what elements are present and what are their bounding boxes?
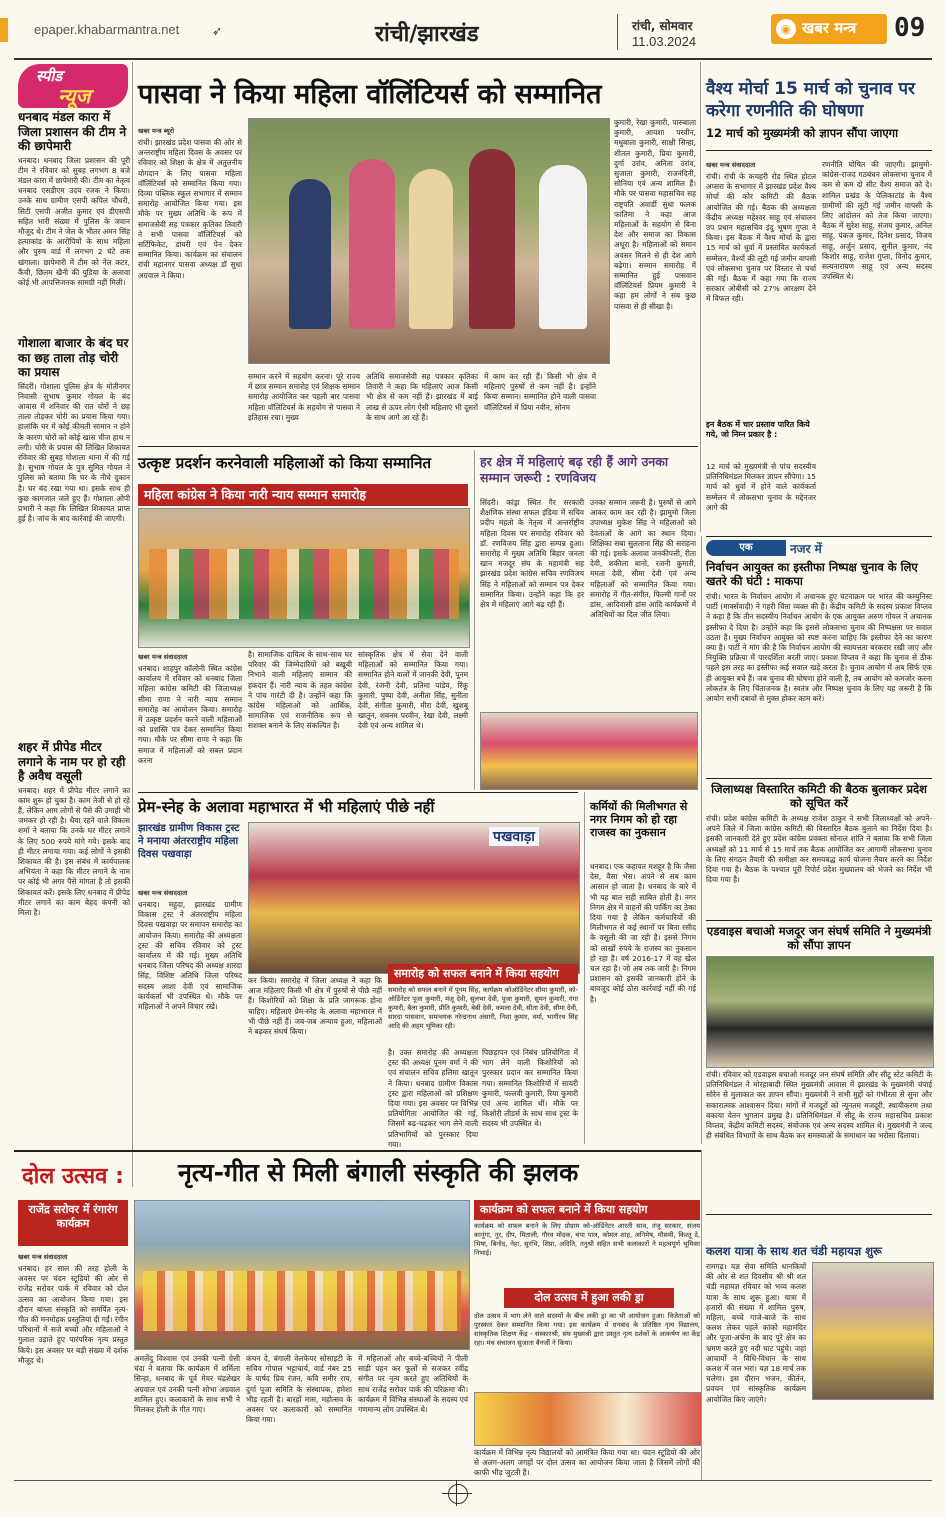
nazar-label: नजर में xyxy=(790,542,822,556)
speed-news-body: सिंदरी। गोशाला पुलिस क्षेत्र के मोतीनगर निवासी सुभाष कुमार गोयल के बंद आवास में शनिवार की रात चोरों ने छह ताला तोड़कर चोरी का प्रयास किया गया। हालांकि घर में कोई कीमती सामान न होने के कारण चोरों को कोई खास चीज हाथ न लगी। चोरी के प्रयास की लिखित शिकायत रविवार की सुबह गोशाला थाना में की गई है। सुभाष गोयल के पुत्र सुमित गोयल ने पुलिस को बताया कि घर के नीचे दुकान है। घर बंद रखा गया था। इसके साथ ही कुछ कागजात जले हुए हैं। गोशाला ओपी प्रभारी ने कहा कि लिखित शिकायत प्राप्त हुई है। जांच के बाद कार्रवाई की जाएगी। xyxy=(18,381,130,524)
women-side-photo xyxy=(480,712,698,790)
mahabharat-col-1: धनबाद। महुदा, झारखंड ग्रामीण विकास ट्रस्ट ने अंतरराष्ट्रीय महिला दिवस पखवाड़ा पर समापन समारोह का आयोजन किया। समारोह की अध्यक्षता ट्रस्ट की सचिव रविवार को ट्रस्ट कार्यालय में की गई। मुख्य अतिथि धनबाद जिला परिषद की अध्यक्ष शारदा सिंह, विशिष्ट अतिथि जिला परिषद सदस्य आशा देवी एवं सामाजिक कार्यकर्ता भी उपस्थित थे। मौके पर महिलाओं ने अपने विचार रखे। xyxy=(138,900,242,1012)
nigam-divider xyxy=(701,536,702,1144)
badge-bottom-text: न्यूज xyxy=(58,84,91,108)
speed-news-title: शहर में प्रीपेड मीटर लगाने के नाम पर हो रही है अवैध वसूली xyxy=(18,740,126,783)
page-number: 09 xyxy=(894,13,926,43)
dol-caption-1: कार्यक्रम को सफल बनाने में किया सहयोग xyxy=(474,1200,700,1220)
ek-badge: एक xyxy=(706,540,786,556)
header-date: 11.03.2024 xyxy=(632,34,697,49)
register-mark-icon xyxy=(442,1493,472,1494)
vaishya-headline: वैश्य मोर्चा 15 मार्च को चुनाव पर करेगा रणनीति की घोषणा xyxy=(706,79,915,121)
dol-box-title: राजेंद्र सरोवर में रंगारंग कार्यक्रम xyxy=(18,1200,128,1246)
header-city-day: रांची, सोमवार xyxy=(632,19,693,33)
speed-news-body: धनबाद। शहर में प्रीपेड मीटर लगाने का काम शुरू हो चुका है। काम तेजी से हो रहे हैं, लेकिन आम लोगों से पैसे की उगाही भी जमकर हो रही है। धैया रहने वाले विकास शर्मा ने बताया कि उनके घर मीटर लगाने के लिए 500 रुपये मांगे गये। इसके बाद ही मीटर लगाया गया। कई लोगों ने इसकी शिकायत की है। इस संबंध में कार्यपालक अभियंता ने कहा कि मीटर लगाने के नाम पर कोई भी अगर पैसे मांगता है तो इसकी शिकायत करें। इसके लिए धनबाद में प्रीपेड मीटर लगाने का काम बेहद कंपनी को मिला है। xyxy=(18,785,130,917)
mahabharat-caption-bar: समारोह को सफल बनाने में किया सहयोग xyxy=(388,964,578,984)
mahabharat-photo xyxy=(248,822,580,974)
masthead-rule xyxy=(14,58,932,60)
district-body: रांची। प्रदेश कांग्रेस कमिटी के अध्यक्ष राजेश ठाकुर ने सभी जिलाध्यक्षों को अपने-अपने जिले में जिला कांग्रेस कमिटी की विस्तारित बैठक बुलाने का निर्देश दिया है। इसकी जानकारी देते हुए प्रदेश कांग्रेस प्रवक्ता सोनाल शांति ने बताया कि सभी जिला अध्यक्षों को 11 मार्च से 15 मार्च तक बैठक आयोजित कर आगामी लोकसभा चुनाव के लिए संगठन तैयारी की समीक्षा कर समयबद्ध कार्य योजना तैयार करने का निर्देश दिया गया है। बैठक के पश्चात पूरी रिपोर्ट प्रदेश मुख्यालय को भेजने का निर्देश भी दिया गया है। xyxy=(706,814,932,885)
header-divider xyxy=(617,14,618,50)
mazdoor-headline: एडवाइस बचाओ मजदूर जन संघर्ष समिति ने मुख्यमंत्री को सौंपा ज्ञापन xyxy=(706,924,932,952)
dol-label: दोल उत्सव : xyxy=(22,1164,124,1189)
lead-photo xyxy=(248,118,610,364)
dol-photo-1 xyxy=(134,1200,470,1350)
dol-col-3: कंचन दे, बंगाली वेलफेयर सोसाइटी के सचिव गोपाल भट्टाचार्य, वार्ड नंबर 25 के पार्षद प्रिय रंजन, कवि समीर राय, दुर्गा पूजा समिति के संस्थापक, हमेशा भीड़ रहती है। बारहों मास, महोत्सव के अवसर पर कलाकारों को सम्मानित किया गया। xyxy=(246,1354,352,1425)
speed-news-item-3 xyxy=(18,740,130,1156)
lead-col-3: अतिथि समाजसेवी सह पत्रकार कृतिका तिवारी ने कहा कि महिलाएं आज किसी भी क्षेत्र से कम नहीं हैं। झारखंड में बाई लाख से ऊपर लोग ऐसी महिलाएं भी दूसरों के साथ आगे आ रहे हैं। xyxy=(366,372,478,422)
vaishya-subhead: 12 मार्च को मुख्यमंत्री को ज्ञापन सौंपा जाएगा xyxy=(706,126,899,140)
dol-col-2: अमलेंदु विश्वास एवं उनकी पत्नी ग्रेसी चंदा ने बताया कि कार्यक्रम में शर्मिला सिन्हा, धनबाद के पूर्व मेयर चंद्रशेखर अग्रवाल एवं उनकी पत्नी शोभा अग्रवाल शामिल हुए। कलाकारों के साथ सभी ने मिलकर होली के गीत गाए। xyxy=(134,1354,240,1415)
kalash-headline: कलश यात्रा के साथ शत चंडी महायज्ञ शुरू xyxy=(706,1244,882,1258)
section-rule xyxy=(138,446,698,447)
women-photo xyxy=(138,508,470,648)
speed-news-item-1 xyxy=(18,110,130,316)
kalash-photo-pad xyxy=(812,1402,932,1474)
mahabharat-caption-body: समारोह को सफल बनाने में पूनम सिंह, कार्यक्रम कोऑर्डिनेटर सीमा कुमारी, को-ऑर्डिनेटर पूजा कुमारी, मंजू देवी, सुलभा देवी, पूजा कुमारी, सुमन कुमारी, गंगा कुमारी, बैला कुमारी, प्रीति कुमारी, बेबी देवी, कमला देवी, सीता देवी, सीमा देवी, सारदा पासवान, समन्वयक नरेन्द्रनाथ अंसारी, निशा कुमार, वर्मा, भागीरथ सिंह आदि की अहम भूमिका रही। xyxy=(388,986,578,1030)
women-byline: खबर मन्त्र संवाददाता xyxy=(138,653,188,661)
photo-banner: पखवाड़ा xyxy=(489,827,539,846)
dol-caption-1-body: कार्यक्रम को सफल बनाने के लिए प्रोग्राम को-ऑर्डिनेटर आरती साव, तंजू सरकार, संजय कानूंगा, नूर, दीप, मिताली, गौरव मोदक, चंपा पाल, कोमल शाह, अनिमेष, मौसमी, किश्तू डे, भिषा, बिनोद, नेहा, सुरभि, शिप्रा, अदिति, तनुश्री सहित सभी कलाकारों ने महत्वपूर्ण भूमिका निभाई। xyxy=(474,1222,700,1257)
lead-headline: पासवा ने किया महिला वॉलिंटियर्स को सम्मानित xyxy=(138,79,602,110)
dol-byline: खबर मन्त्र संवाददाता xyxy=(18,1253,68,1261)
vaishya-byline: खबर मन्त्र संवाददाता xyxy=(706,161,756,169)
lead-col-2: सम्मान करने में सहयोग करना। पूरे राज्य में छात्र सम्मान समारोह एवं शिक्षक सम्मान समारोह आयोजित कर पहली बार पासवा महिला वॉलिंटियर्स के सहयोग से पासवा ने इतिहास रचा। मुख्य xyxy=(248,372,360,422)
dol-caption-2: दोल उत्सव में हुआ लकी ड्रा xyxy=(504,1288,674,1308)
speed-news-divider xyxy=(132,62,133,1187)
section-rule xyxy=(706,536,932,537)
vaishya-col-1: रांची। रांची के कचहरी रोड स्थित होटल अप्सरा के सभागार में झारखंड प्रदेश वैश्य मोर्चा की कोर कमिटी की बैठक आयोजित की गई। बैठक की अध्यक्षता केंद्रीय अध्यक्ष महेश्वर साहू एवं संचालन उप प्रधान महासचिव इंदु भूषण गुप्ता ने किया। इस बैठक में वैश्य मोर्चा के द्वारा 15 मार्च को धुर्वा में प्रस्तावित कार्यकर्ता सम्मेलन, वैश्यों की लूटी गई जमीन वापसी एवं लोकसभा चुनाव पर विस्तार से चर्चा की गई। बैठक में कहा गया कि राज्य सरकार ओबीसी को 27% आरक्षण देने में विफल रही। xyxy=(706,172,816,304)
dol-headline: नृत्य-गीत से मिली बंगाली संस्कृति की झलक xyxy=(178,1158,579,1187)
mahabharat-col-2: कर किया। समारोह में जिला अध्यक्ष ने कहा कि आज महिलाएं किसी भी क्षेत्र में पुरुषों से पीछे नहीं हैं। किशोरियों को शिक्षा के प्रति जागरूक होना चाहिए। महिलाएं प्रेम-स्नेह के अलावा महाभारत में भी पीछे नहीं हैं। जब-जब अन्याय हुआ, महिलाओं ने बढ़कर संघर्ष किया। xyxy=(248,976,382,1037)
photo-figure xyxy=(409,169,453,329)
dol-col-4: में महिलाओं और बच्चे-बच्चियों ने पीली साड़ी पहन कर फूलों से सजकर रवींद्र संगीत पर नृत्य करते हुए अतिथियों के साथ राजेंद्र सरोवर पार्क की परिक्रमा की। कार्यक्रम में विभिन्न संस्थाओं के सदस्य एवं गणमान्य लोग उपस्थित थे। xyxy=(358,1354,468,1415)
brand-name: खबर मन्त्र xyxy=(802,19,857,37)
dol-col-1: धनबाद। हर साल की तरह होली के अवसर पर चंदन स्टूडियो की ओर से राजेंद्र सरोवर पार्क में रविवार को दोल उत्सव का आयोजन किया गया। इस दौरान बांग्ला संस्कृति को समर्पित नृत्य-गीत की मनमोहक प्रस्तुतियां दी गईं। रंगीन परिधानों में सजे बच्चों और महिलाओं ने गुलाल उड़ाते हुए पारंपरिक नृत्य प्रस्तुत किये। इस अवसर पर बड़ी संख्या में दर्शक मौजूद थे। xyxy=(18,1264,128,1365)
brand-logo-icon: ◉ xyxy=(776,19,796,39)
section-title: रांची/झारखंड xyxy=(375,22,479,47)
mahabharat-divider xyxy=(584,792,585,1144)
mahabharat-col-4: पिछड़ापन एवं निबंध प्रतियोगिता में भाग लेने वाली किशोरियों को पुरस्कार प्रदान कर सम्मानित किया गया। सम्मानित किशोरियों में सायरी कुमारी, पल्लवी कुमारी, रिया कुमारी एवं अन्य शामिल थीं। मौके पर किशोरी लीडर्स के साथ साथ ट्रस्ट के सदस्य भी उपस्थित थे। xyxy=(482,1048,578,1129)
lead-divider xyxy=(700,62,701,532)
dol-col-5: कार्यक्रम में विभिन्न नृत्य विद्यालयों को आमंत्रित किया गया था। चंदन स्टूडियो की ओर से अलग-अलग जगहों पर दोल उत्सव का आयोजन किया जाता है जिसमें लोगों की काफी भीड़ जुटती है। xyxy=(474,1448,700,1478)
mahabharat-col-3: है। उक्त समारोह की अध्यक्षता ट्रस्ट की अध्यक्ष पूनम वर्मा ने की एवं संचालन सचिव हलिमा खातून ने किया। धनबाद ग्रामीण विकास ट्रस्ट द्वारा महिलाओं को प्रशिक्षण दिया गया। इस अवसर पर विभिन्न प्रतियोगिता आयोजित की गई, जिसमें बढ़-चढ़कर भाग लेने वाली प्रतिभागियों को पुरस्कार दिया गया। xyxy=(388,1048,478,1149)
masthead xyxy=(0,0,945,58)
women-headline: उत्कृष्ट प्रदर्शन करनेवाली महिलाओं को किया सम्मानित xyxy=(138,454,432,472)
footer-rule xyxy=(14,1480,932,1481)
dol-divider xyxy=(701,1150,702,1480)
vaishya-subhead-2: इन बैठक में चार प्रस्ताव पारित किये गये, जो निम्न प्रकार है : xyxy=(706,420,810,439)
photo-figure xyxy=(469,149,515,329)
section-rule xyxy=(706,778,932,779)
nigam-body: धनबाद। एक कहावत मशहूर है कि जैसा देस, वैसा भेस। अपने से सब काम आसान हो जाता है। धनबाद के बारे में भी यह बात सही साबित होती है। नगर निगम क्षेत्र में वाहनों की पार्किंग का ठेका दिया गया है लेकिन कर्मचारियों की मिलीभगत से कई स्थानों पर बिना रसीद के वसूली की जा रही है। इससे निगम को लाखों रुपये के राजस्व का नुकसान हो रहा है। वर्ष 2016-17 में यह खेल चल रहा है। जो अब तक जारी है। निगम प्रशासन को इसकी जानकारी होने के बावजूद कोई ठोस कार्रवाई नहीं की गई है। xyxy=(590,862,696,1004)
lead-col-4: में काम कर रही हैं। किसी भी क्षेत्र में महिलाएं पुरुषों से कम नहीं है। इन्होंने किया सम्मान। सम्मानित होने वाली पासवा वॉलिंटियर्स में प्रिया नवीन, सोनम xyxy=(484,372,596,412)
women-col-1: धनबाद। शाहपुर कॉलोनी स्थित कांग्रेस कार्यालय में रविवार को धनबाद जिला महिला कांग्रेस कमिटी की जिलाध्यक्ष सीमा राणा ने नारी न्याय सम्मान समारोह का आयोजन किया। समारोह में उत्कृष्ट प्रदर्शन करने वाली महिलाओं को प्रशस्ति पत्र देकर सम्मानित किया गया। मौके पर सीमा राणा ने कहा कि समाज में महिलाओं को सबल प्रदान करना xyxy=(138,664,242,765)
section-rule xyxy=(138,792,578,793)
section-rule xyxy=(706,920,932,921)
speed-news-title: गोशाला बाजार के बंद घर का छह ताला तोड़ चोरी का प्रयास xyxy=(18,336,129,379)
site-url[interactable]: epaper.khabarmantra.net xyxy=(34,22,180,37)
district-headline: जिलाध्यक्ष विस्तारित कमिटी की बैठक बुलाकर प्रदेश को सूचित करें xyxy=(711,782,927,810)
speed-news-body: धनबाद। धनबाद जिला प्रशासन की पूरी टीम ने रविवार को सुबह लगभग 8 बजे मंडल कारा में छापेमारी की। टीम का नेतृत्व धनबाद एसडीएम उदय रजक ने किया। उनके साथ ग्रामीण एसपी कपिल चौधरी, सिटी एसपी अजीत कुमार एवं डीएसपी सहित भारी संख्या में पुलिस के जवान मौजूद थे। टीम ने जेल के भीतर अमन सिंह हत्याकांड के आरोपियों के साथ महिला और पुरुष वार्ड में लगभग 2 घंटे तक खंगाला। छापेमारी में टीम को नेल कटर, कैंची, छिलम खैनी की पुडिया के अलावा कोई भी आपत्तिजनक सामग्री नहीं मिली। xyxy=(18,155,130,287)
badge-top-text: स्पीड xyxy=(36,67,63,85)
vaishya-col-2: रणनीति घोषित की जाएगी। झामुमो-कांग्रेस-राजद गठबंधन लोकसभा चुनाव में कम से कम दो सीट वैश्य समाज को दे। शामिल प्रखंड के पेलिकाटांड के वैश्य ग्रामीणों की लूटी गई जमीन वापसी के लिए आंदोलन को तेज किया जाएगा। बैठक में सुरेश साहू, संजय कुमार, अनिल साहू, पंकज कुमार, दिनेश प्रसाद, विजय साहू, अर्जुन प्रसाद, सुनील कुमार, नंद किशोर साहू, राजेश गुप्ता, विनोद कुमार, सत्यनारायण साहू एवं अन्य सदस्य उपस्थित थे। xyxy=(822,160,932,282)
women-side-col-1: सिंदरी। कांड्रा स्थित गैर सरकारी शैक्षणिक संस्था सफल इंडिया में सचिव प्रदीप महतो के नेतृत्व में अन्तर्राष्ट्रीय महिला दिवस पर समारोह रविवार को डॉ. रणविजय सिंह द्वारा सम्पन्न हुआ। समारोह में मुख्य अतिथि बिहार जनता खान मजदूर संघ के महामंत्री सह झारखंड प्रदेश कांग्रेस सचिव रणविजय सिंह ने महिलाओं को सम्मान पत्र देकर सम्मानित किया। उन्होंने कहा कि हर क्षेत्र में महिलाएं आगे बढ़ रही हैं। xyxy=(480,498,584,610)
women-divider xyxy=(474,450,475,790)
women-banner: महिला कांग्रेस ने किया नारी न्याय सम्मान समारोह xyxy=(138,484,468,506)
dol-photo-2 xyxy=(474,1392,702,1446)
mahabharat-headline: प्रेम-स्नेह के अलावा महाभारत में भी महिलाएं पीछे नहीं xyxy=(138,798,435,816)
speed-news-title: धनबाद मंडल कारा में जिला प्रशासन की टीम ने की छापेमारी xyxy=(18,110,127,153)
mahabharat-byline: खबर मन्त्र संवाददाता xyxy=(138,889,188,897)
vaishya-rule xyxy=(706,150,932,151)
kalash-body: रामगढ़। यज्ञ सेवा समिति धानकियों की ओर से शत दिवसीय श्री श्री शत चंडी महायज्ञ रविवार को भव्य कलश यात्रा के साथ शुरू हुआ। यात्रा में हजारों की संख्या में शामिल पुरुष, महिला, बच्चे गाजे-बाजे के साथ कलश लेकर पहले कांको महामंदिर और पूजा-अर्चना के बाद पूरे क्षेत्र का भ्रमण करते हुए नदी घाट पहुंचे। जहां आचार्यों ने विधि-विधान के साथ कलश में जल भरा। यज्ञ 18 मार्च तक चलेगा। इस दौरान भजन, कीर्तन, प्रवचन एवं सांस्कृतिक कार्यक्रम आयोजित किए जाएंगे। xyxy=(706,1262,806,1404)
election-headline: निर्वाचन आयुक्त का इस्तीफा निष्पक्ष चुनाव के लिए खतरे की घंटी : माकपा xyxy=(706,560,918,588)
dol-caption-2-body: दोल उत्सव में भाग लेने वाले सदस्यों के बीच लकी ड्रा का भी आयोजन हुआ। विजेताओं को पुरस्कार देकर सम्मानित किया गया। इस कार्यक्रम में धनबाद के प्रतिष्ठित नृत्य विद्यालय, सांस्कृतिक शिक्षण केंद्र - संस्कारश्री, संघ मुख्यश्री द्वारा प्रस्तुत नृत्य दर्शकों के आकर्षण का केंद्र रहा। मंच संचालन सुजाता बैनर्जी ने किया। xyxy=(474,1312,700,1347)
photo-figure xyxy=(349,159,395,329)
election-body: रांची। भारत के निर्वाचन आयोग में अचानक हुए घटनाक्रम पर भारत की कम्युनिस्ट पार्टी (मार्क्सवादी) ने गहरी चिंता व्यक्त की है। केंद्रीय कमिटी के सदस्य प्रकाश विप्लव ने कहा है कि तीन सदस्यीय निर्वाचन आयोग के एक आयुक्त अरुण गोयल ने अचानक इस्तीफा दे दिया है। उन्होंने कहा कि इससे लोकसभा चुनाव की निष्पक्षता पर सवाल उठता है। मुख्य निर्वाचन आयुक्त को स्पष्ट करना चाहिए कि इस्तीफा देने का कारण क्या है। पार्टी ने मांग की है कि निर्वाचन आयोग की स्वायत्तता बरकरार रखी जाए और नियुक्ति प्रक्रिया में पारदर्शिता बरती जाए। प्रकाश विप्लव ने कहा कि चुनाव से ठीक पहले इस तरह का इस्तीफा कई सवाल खड़े करता है। चुनाव आयोग में अब सिर्फ एक ही आयुक्त बचे हैं। जब चुनाव की घोषणा होने वाली है, तब आयोग को कमजोर करना लोकतंत्र के लिए चिंताजनक है। स्वतंत्र और निष्पक्ष चुनाव के लिए यह जरूरी है कि आयोग सभी दबावों से मुक्त होकर काम करे। xyxy=(706,592,932,704)
speed-news-item-2 xyxy=(18,336,130,704)
photo-figure xyxy=(539,165,587,329)
mazdoor-photo xyxy=(706,956,934,1068)
women-side-headline: हर क्षेत्र में महिलाएं बढ़ रही हैं आगे उनका सम्मान जरूरी : रणविजय xyxy=(480,454,669,485)
photo-group xyxy=(149,549,459,619)
masthead-left-bar xyxy=(0,18,8,42)
women-col-2: है। सामाजिक दायित्व के साथ-साथ घर परिवार की जिम्मेदारियों को बखूबी निभाने वाली महिलाएं सम्मान की हकदार हैं। नारी न्याय के तहत कांग्रेस ने पांच गारंटी दी है। उन्होंने कहा कि कांग्रेस महिलाओं को आर्थिक, सामाजिक एवं राजनीतिक रूप से सशक्त बनाने के लिए संकल्पित है। xyxy=(248,650,352,731)
register-mark-icon xyxy=(448,1484,468,1504)
lead-byline: खबर मन्त्र ब्यूरो xyxy=(138,127,175,135)
dol-rule xyxy=(14,1150,702,1152)
section-rule xyxy=(706,1214,932,1215)
mazdoor-body: रांची। रविवार को एडवाइस बचाओ मजदूर जन संघर्ष समिति और सीटू स्टेट कमिटी के प्रतिनिधिमंडल ने मोरहाबादी स्थित मुख्यमंत्री आवास में झारखंड के मुख्यमंत्री चंपाई सोरेन से मुलाकात कर ज्ञापन सौंपा। मुख्यमंत्री ने सभी मुद्दों को गंभीरता से सुना और सकारात्मक आश्वासन दिया। मांगों में मजदूरों को न्यूनतम मजदूरी, स्थायीकरण तथा बकाया वेतन भुगतान प्रमुख है। प्रतिनिधिमंडल में सीटू के राज्य महासचिव प्रकाश विप्लव, केंद्रीय कमिटी सदस्य, संयोजक एवं अन्य सदस्य शामिल थे। मुख्यमंत्री ने जल्द ही संबंधित विभागों के साथ बैठक कर समस्याओं के समाधान का भरोसा दिलाया। xyxy=(706,1070,932,1141)
speed-news-badge xyxy=(18,64,128,108)
photo-figure xyxy=(289,179,331,329)
women-col-3: सांस्कृतिक क्षेत्र में सेवा देने वाली महिलाओं को सम्मानित किया गया। सम्मानित होने वालों में जानकी देवी, पूनम देवी, रंजनी देवी, प्रतिमा पांडेय, रिंकू कुमारी, पुष्पा देवी, अनीता सिंह, सुनीता देवी, संगीता कुमारी, मीरा देवी, खुशबू खातून, शबनम परवीन, रेखा देवी, लक्ष्मी देवी एवं अन्य शामिल थे। xyxy=(358,650,468,731)
lead-col-5: कुमारी, रेखा कुमारी, पारुबाला कुमारी, आयशा परवीन, मधुबाला कुमारी, साक्षी सिन्हा, शीतल कुमारी, प्रिया कुमारी, दुर्गा उरांव, अनिता उरांव, सुजाता कुमारी, राजनंदिनी, सोनिया एवं अन्य शामिल हैं। मौके पर पासवा महासचिव सह राष्ट्रपति अवार्डी सुधा फलक फातिमा ने कहा आज महिलाओं के सहयोग से बिना देश और समाज का विकास अधूरा है। महिलाओं को समान अवसर मिलने से ही देश आगे बढ़ेगा। सम्मान समारोह में सम्मानित हुई पासवान वॉलिंटियर्स प्रियम कुमारी ने कहा हम लोगों ने सब कुछ पासवा से ही सीखा है। xyxy=(614,118,696,311)
kalash-photo xyxy=(812,1262,934,1400)
mahabharat-subhead: झारखंड ग्रामीण विकास ट्रस्ट ने मनाया अंतरराष्ट्रीय महिला दिवस पखवाड़ा xyxy=(138,823,240,860)
cursor-icon: ➶ xyxy=(212,24,223,38)
women-side-col-2: उनका सम्मान जरूरी है। पुरुषों से आगे आकर काम कर रही है। झामुमो जिला उपाध्यक्ष मुकेश सिंह ने महिलाओं को देवताओं के आगे का स्थान दिया। शिक्षिका सबा सुलताना सिंह की सराहना की गई। इसके अलावा जनकीपत्ती, रीता देवी, शकीला बानो, रजनी कुमारी, ममता देवी, सीमा देवी एवं अन्य महिलाओं को सम्मानित किया गया। समारोह में गीत-संगीत, फिल्मी गानों पर डांस, आदिवासी डांस आदि कार्यक्रमों में अतिथियों का दिल जीत लिया। xyxy=(590,498,696,620)
nigam-headline: कर्मियों की मिलीभगत से नगर निगम को हो रहा राजस्व का नुकसान xyxy=(590,800,688,839)
photo-crowd xyxy=(143,1271,461,1331)
lead-col-1: रांची। झारखंड प्रदेश पासवा की ओर से अन्तराष्ट्रीय महिला दिवस के अवसर पर रविवार को शिक्षा के क्षेत्र में अतुलनीय योगदान के लिए पासवा महिला वॉलिंटियर्स को सम्मानित किया गया। दिव्या पब्लिक स्कूल सभागार में सम्मान समारोह आयोजित किया गया। इस मौके पर मुख्य अतिथि के रूप में समाजसेवी सह पत्रकार कृतिका तिवारी ने सभी पासवा वॉलिंटियर्स को सर्टिफिकेट, डायरी एवं पेन देकर सम्मानित किया। कार्यक्रम का संचालन रांची महानगर पासवा अध्यक्ष डॉ सुधा अग्रवाल ने किया। xyxy=(138,138,242,280)
vaishya-col-1b: 12 मार्च को मुख्यमंत्री से पांच सदस्यीय प्रतिनिधिमंडल मिलकर ज्ञापन सौंपेगा। 15 मार्च को धुर्वा में होने वाले कार्यकर्ता सम्मेलन में लोकसभा चुनाव के मद्देनजर आगे की xyxy=(706,462,816,512)
